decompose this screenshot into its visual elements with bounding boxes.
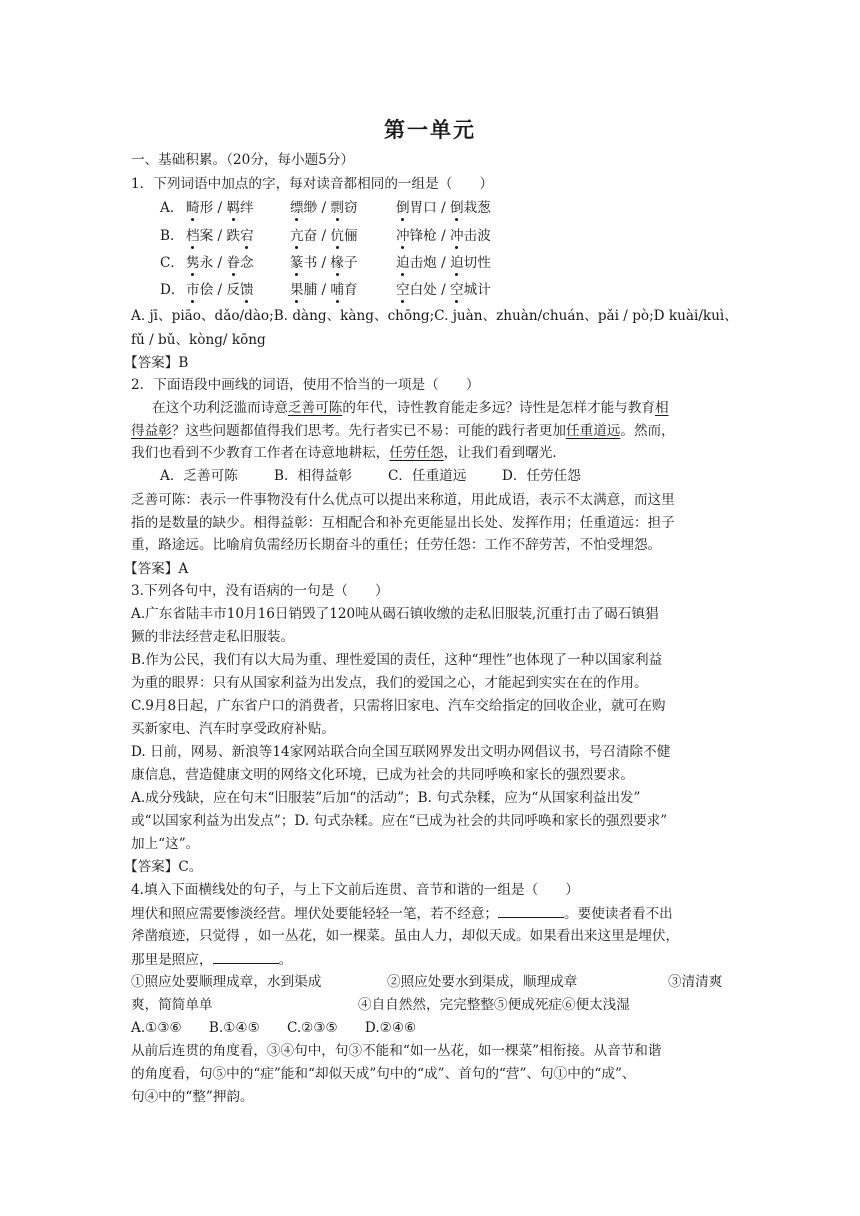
q4-explain-line: 句④中的“整”押韵。 — [131, 1089, 254, 1105]
q1-word-pair: 篆书 / 椽子 — [290, 255, 358, 271]
q2-paragraph-line-2: 得益彰？这些问题都值得我们思考。先行者实已不易：可能的践行者更加任重道远。然而， — [131, 423, 675, 439]
q4-stem: 4.填入下面横线处的句子，与上下文前后连贯、音节和谐的一组是（ ） — [131, 882, 579, 898]
underlined-term: 乏善可陈 — [287, 400, 343, 416]
q1-word-pair: 迫击炮 / 迫切性 — [396, 255, 491, 271]
q3-line: 或“以国家利益为出发点”；D. 句式杂糅。应在“已成为社会的共同呼唤和家长的强烈要求” — [131, 813, 668, 829]
q2-explain-line: 指的是数量的缺少。相得益彰：互相配合和补充更能显出长处、发挥作用；任重道远：担子 — [131, 515, 675, 531]
q3-line: B.作为公民，我们有以大局为重、理性爱国的责任，这种“理性”也体现了一种以国家利益 — [131, 652, 663, 668]
q1-word-pair: 果脯 / 哺育 — [290, 282, 358, 298]
q4-candidate-2: ②照应处要水到渠成，顺理成章 — [387, 974, 578, 990]
q3-line: D. 日前，网易、新浪等14家网站联合向全国互联网界发出文明办网倡议书，号召清除不健 — [131, 744, 671, 760]
q1-word-pair: 市侩 / 反馈 — [186, 282, 254, 298]
q1-explain-line-1: A. jī、piāo、dǎo/dào;B. dàng、kàng、chōng;C. juàn、zhuàn/chuán、pǎi / pò;D kuài/kuì、 — [131, 308, 738, 324]
q3-line: 买新家电、汽车时享受政府补贴。 — [131, 721, 335, 737]
q2-stem: 2．下面语段中画线的词语，使用不恰当的一项是（ ） — [131, 377, 480, 393]
q1-answer: 【答案】B — [124, 355, 189, 371]
q2-option-c: C．任重道远 — [388, 468, 467, 484]
q3-line: 加上“这”。 — [131, 836, 200, 852]
q1-explain-line-2: fǔ / bǔ、kòng/ kōng — [131, 332, 266, 348]
q3-line: A.广东省陆丰市10月16日销毁了120吨从碣石镇收缴的走私旧服装,沉重打击了碣石镇猖 — [131, 606, 659, 622]
q1-option-label: D． — [160, 282, 185, 298]
q1-word-pair: 冲锋枪 / 冲击波 — [396, 228, 491, 244]
q1-stem: 1．下列词语中加点的字，每对读音都相同的一组是（ ） — [131, 176, 494, 192]
q2-paragraph-line-3: 我们也看到不少教育工作者在诗意地耕耘，任劳任怨，让我们看到曙光. — [131, 445, 557, 461]
q3-line: C.9月8日起，广东省户口的消费者，只需将旧家电、汽车交给指定的回收企业，就可在购 — [131, 698, 666, 714]
page-title: 第一单元 — [384, 117, 476, 142]
underlined-term: 得益彰 — [131, 423, 172, 439]
q4-candidate-3-cont: 爽，简简单单 — [131, 997, 213, 1013]
q1-word-pair: 畸形 / 羁绊 — [186, 200, 254, 216]
q1-word-pair: 空白处 / 空城计 — [396, 282, 491, 298]
q4-choices: A.①③⑥ B.①④⑤ C.②③⑤ D.②④⑥ — [131, 1020, 417, 1036]
q2-explain-line: 乏善可陈：表示一件事物没有什么优点可以提出来称道，用此成语，表示不太满意，而这里 — [131, 492, 675, 508]
q1-option-label: B． — [160, 228, 184, 244]
q4-passage-line-3: 那里是照应， 。 — [131, 952, 293, 968]
section-heading: 一、基础积累。（20分，每小题5分） — [131, 152, 355, 168]
q2-option-d: D．任劳任怨 — [502, 468, 581, 484]
q4-passage-line-2: 斧凿痕迹，只觉得 ，如一丛花，如一棵菜。虽由人力，却似天成。如果看出来这里是埋伏， — [131, 928, 680, 944]
q3-answer: 【答案】C。 — [124, 859, 203, 875]
q4-explain-line: 从前后连贯的角度看，③④句中，句③不能和“如一丛花，如一棵菜”相衔接。从音节和谐 — [131, 1043, 662, 1059]
q4-candidate-1: ①照应处要顺理成章，水到渠成 — [131, 974, 322, 990]
q4-explain-line: 的角度看，句⑤中的“症”能和“却似天成”句中的“成”、首句的“营”、句①中的“成”、 — [131, 1066, 636, 1082]
q3-line: 獗的非法经营走私旧服装。 — [131, 629, 295, 645]
q2-answer: 【答案】A — [124, 561, 189, 577]
q2-paragraph-line-1: 在这个功利泛滥而诗意乏善可陈的年代，诗性教育能走多远？诗性是怎样才能与教育相 — [152, 400, 669, 416]
q3-line: 为重的眼界：只有从国家利益为出发点，我们的爱国之心，才能起到实实在在的作用。 — [131, 675, 648, 691]
q3-line: A.成分残缺，应在句末“旧服装”后加“的活动”；B. 句式杂糅，应为“从国家利益出发” — [131, 790, 641, 806]
q1-word-pair: 缥缈 / 剽窃 — [290, 200, 358, 216]
q1-word-pair: 档案 / 跌宕 — [186, 228, 254, 244]
q1-option-label: A． — [160, 200, 184, 216]
q1-word-pair: 亢奋 / 伉俪 — [290, 228, 358, 244]
underlined-term: 任劳任怨 — [389, 445, 444, 461]
fill-blank — [498, 904, 564, 918]
q1-word-pair: 隽永 / 眷念 — [186, 255, 254, 271]
q1-option-label: C． — [160, 255, 184, 271]
q4-candidate-4-6: ④自自然然，完完整整⑤便成死症⑥便太浅湿 — [358, 997, 630, 1013]
q2-explain-line: 重，路途远。比喻肩负需经历长期奋斗的重任；任劳任怨：工作不辞劳苦，不怕受埋怨。 — [131, 537, 662, 553]
q3-line: 康信息，营造健康文明的网络文化环境，已成为社会的共同呼唤和家长的强烈要求。 — [131, 767, 634, 783]
q1-word-pair: 倒胃口 / 倒栽葱 — [396, 200, 491, 216]
underlined-term: 任重道远 — [566, 423, 621, 439]
q2-option-a: A．乏善可陈 — [160, 468, 238, 484]
underlined-term: 相 — [654, 400, 669, 416]
q4-candidate-3: ③清清爽 — [668, 974, 723, 990]
q3-stem: 3.下列各句中，没有语病的一句是（ ） — [131, 583, 389, 599]
fill-blank — [213, 950, 279, 964]
q4-passage-line-1: 埋伏和照应需要惨淡经营。埋伏处要能轻轻一笔，若不经意； 。要使读者看不出 — [131, 906, 673, 922]
q2-option-b: B．相得益彰 — [274, 468, 352, 484]
